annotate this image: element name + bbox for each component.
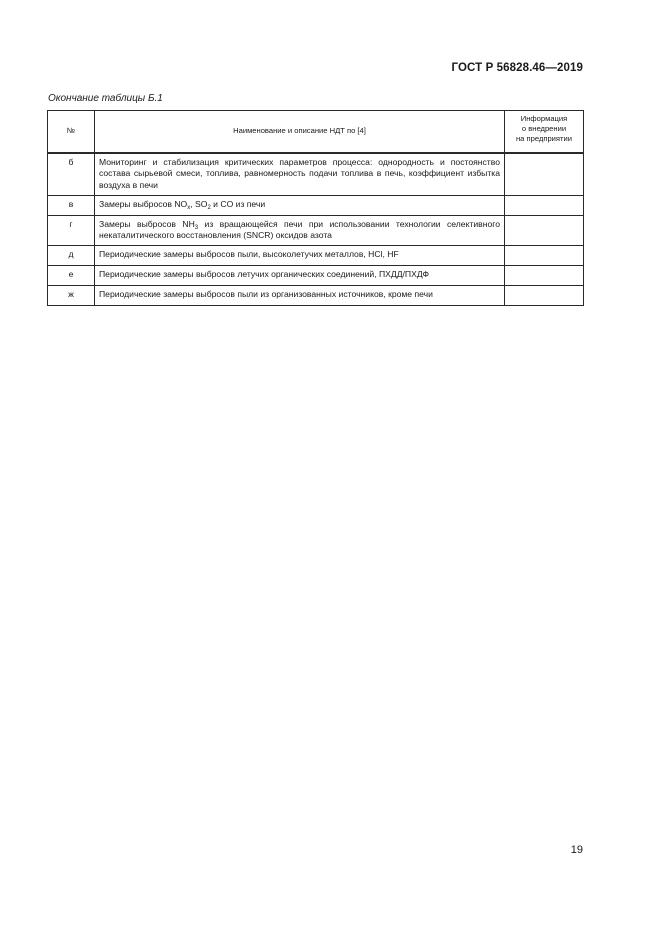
subscript: 2 bbox=[207, 205, 211, 211]
row-info-cell bbox=[505, 196, 584, 216]
table-row bbox=[48, 216, 584, 246]
row-info-cell bbox=[505, 216, 584, 246]
row-info-cell bbox=[505, 153, 584, 196]
text-part: и CO из печи bbox=[210, 199, 266, 209]
row-number: г bbox=[48, 216, 95, 246]
table-header-row bbox=[48, 111, 584, 154]
row-description bbox=[95, 196, 505, 216]
table-row bbox=[48, 286, 584, 306]
row-description: Периодические замеры выбросов пыли из организованных источников, кроме печи bbox=[95, 286, 505, 306]
row-description: Периодические замеры выбросов пыли, высоколетучих металлов, HCl, HF bbox=[95, 246, 505, 266]
row-number: в bbox=[48, 196, 95, 216]
row-info-cell bbox=[505, 246, 584, 266]
column-header-info-line: Информация bbox=[520, 114, 568, 123]
text-part: Замеры выбросов NH bbox=[99, 219, 195, 229]
text-part: из вращающейся печи при использовании технологии селективного некаталитического восстановления (SNCR) оксидов азота bbox=[99, 219, 500, 241]
column-header-info-line: на предприятии bbox=[515, 134, 572, 144]
subscript: x bbox=[187, 205, 191, 211]
row-description: Периодические замеры выбросов летучих органических соединений, ПХДД/ПХДФ bbox=[95, 266, 505, 286]
table-caption: Окончание таблицы Б.1 bbox=[48, 93, 163, 104]
row-info-cell bbox=[505, 266, 584, 286]
table-row bbox=[48, 246, 584, 266]
subscript: 3 bbox=[194, 225, 199, 231]
page-number: 19 bbox=[570, 844, 583, 856]
table-row bbox=[48, 153, 584, 196]
column-header-info bbox=[505, 111, 584, 154]
row-info-cell bbox=[505, 286, 584, 306]
row-number: е bbox=[48, 266, 95, 286]
row-number: б bbox=[48, 153, 95, 196]
column-header-description: Наименование и описание НДТ по [4] bbox=[95, 111, 505, 154]
row-description: Мониторинг и стабилизация критических параметров процесса: однородность и постоянство состава сырьевой смеси, топлива, равномерность подачи топлива в печь, коэффициент избытка воздуха в печи bbox=[95, 153, 505, 196]
row-number: д bbox=[48, 246, 95, 266]
text-part: , SO bbox=[190, 199, 208, 209]
table-row bbox=[48, 196, 584, 216]
column-header-number: № bbox=[48, 111, 95, 154]
row-description bbox=[95, 216, 505, 246]
table-row bbox=[48, 266, 584, 286]
text-part: Замеры выбросов NO bbox=[99, 199, 188, 209]
row-number: ж bbox=[48, 286, 95, 306]
document-standard-header: ГОСТ Р 56828.46—2019 bbox=[451, 62, 583, 74]
bat-table bbox=[47, 110, 584, 306]
column-header-info-line: о внедрении bbox=[521, 124, 567, 134]
